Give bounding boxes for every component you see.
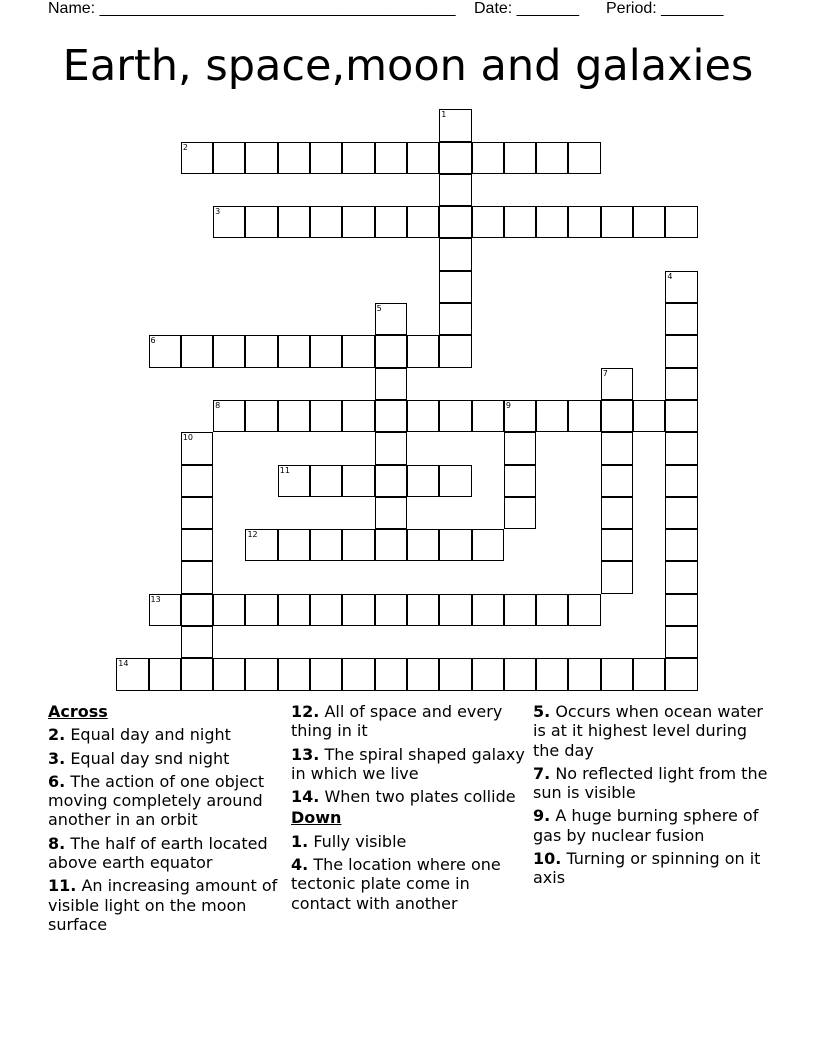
grid-cell[interactable] (407, 400, 439, 432)
clue-text: The location where one tectonic plate come in contact with another (291, 855, 501, 913)
grid-cell[interactable] (213, 594, 245, 626)
grid-cell[interactable] (665, 594, 697, 626)
grid-cell[interactable] (181, 432, 213, 464)
clue-number: 9. (533, 806, 551, 826)
grid-cell[interactable] (213, 335, 245, 367)
grid-cell[interactable] (181, 335, 213, 367)
grid-cell[interactable] (439, 658, 471, 690)
grid-cell[interactable] (472, 400, 504, 432)
grid-cell[interactable] (601, 368, 633, 400)
clues-column-2 (291, 702, 526, 917)
grid-cell[interactable] (633, 400, 665, 432)
grid-cell[interactable] (504, 497, 536, 529)
grid-cell[interactable] (310, 465, 342, 497)
clue (291, 787, 526, 806)
grid-cell[interactable] (342, 658, 374, 690)
clue-number-label: 2 (182, 142, 188, 152)
clue (533, 849, 773, 888)
clue (533, 764, 773, 803)
grid-cell[interactable] (181, 594, 213, 626)
clue (48, 834, 283, 873)
grid-cell[interactable] (665, 432, 697, 464)
grid-cell[interactable] (601, 465, 633, 497)
grid-cell[interactable] (439, 594, 471, 626)
grid-cell[interactable] (375, 400, 407, 432)
grid-cell[interactable] (181, 465, 213, 497)
grid-cell[interactable] (504, 206, 536, 238)
clue-number: 8. (48, 833, 66, 853)
grid-cell[interactable] (375, 497, 407, 529)
clue-text: The half of earth located above earth equator (48, 833, 268, 873)
grid-cell[interactable] (536, 594, 568, 626)
grid-cell[interactable] (472, 658, 504, 690)
grid-cell[interactable] (439, 206, 471, 238)
grid-cell[interactable] (310, 529, 342, 561)
period-field[interactable]: Period: _______ (606, 0, 724, 17)
grid-cell[interactable] (665, 368, 697, 400)
clue-number-label: 11 (279, 465, 290, 475)
grid-cell[interactable] (310, 594, 342, 626)
clue-text: Turning or spinning on it axis (533, 849, 761, 888)
grid-cell[interactable] (472, 206, 504, 238)
grid-cell[interactable] (665, 335, 697, 367)
grid-cell[interactable] (439, 529, 471, 561)
grid-cell[interactable] (601, 497, 633, 529)
grid-cell[interactable] (665, 400, 697, 432)
grid-cell[interactable] (181, 561, 213, 593)
grid-cell[interactable] (568, 658, 600, 690)
grid-cell[interactable] (665, 206, 697, 238)
grid-cell[interactable] (278, 529, 310, 561)
clue-text: A huge burning sphere of gas by nuclear fusion (533, 806, 759, 845)
grid-cell[interactable] (601, 206, 633, 238)
clue-number: 12. (291, 702, 320, 721)
grid-cell[interactable] (568, 206, 600, 238)
grid-cell[interactable] (245, 335, 277, 367)
grid-cell[interactable] (665, 561, 697, 593)
grid-cell[interactable] (407, 594, 439, 626)
grid-cell[interactable] (407, 465, 439, 497)
clue-number-label: 13 (150, 594, 161, 604)
grid-cell[interactable] (504, 465, 536, 497)
grid-cell[interactable] (342, 142, 374, 174)
grid-cell[interactable] (245, 594, 277, 626)
clue (48, 876, 283, 934)
grid-cell[interactable] (375, 206, 407, 238)
grid-cell[interactable] (342, 465, 374, 497)
grid-cell[interactable] (407, 529, 439, 561)
clue-text: Occurs when ocean water is at it highest level during the day (533, 702, 763, 760)
grid-cell[interactable] (310, 400, 342, 432)
clue-text: Fully visible (313, 831, 407, 851)
grid-cell[interactable] (665, 271, 697, 303)
clue-text: When two plates collide (324, 787, 516, 807)
grid-cell[interactable] (181, 142, 213, 174)
grid-cell[interactable] (181, 658, 213, 690)
clue-number: 4. (291, 855, 309, 875)
grid-cell[interactable] (181, 529, 213, 561)
grid-cell[interactable] (213, 206, 245, 238)
grid-cell[interactable] (213, 658, 245, 690)
grid-cell[interactable] (568, 400, 600, 432)
grid-cell[interactable] (601, 561, 633, 593)
clue (291, 832, 526, 851)
grid-cell[interactable] (504, 594, 536, 626)
grid-cell[interactable] (245, 206, 277, 238)
clue-number-label: 8 (215, 400, 221, 410)
clue-number-label: 6 (150, 336, 156, 346)
clue (291, 745, 526, 784)
clue-text: All of space and every thing in it (291, 702, 503, 741)
grid-cell[interactable] (375, 594, 407, 626)
grid-cell[interactable] (278, 206, 310, 238)
grid-cell[interactable] (504, 400, 536, 432)
clue (533, 806, 773, 845)
clue-number: 11. (48, 876, 77, 896)
clues-column-1 (48, 702, 283, 938)
grid-cell[interactable] (375, 465, 407, 497)
grid-cell[interactable] (149, 658, 181, 690)
grid-cell[interactable] (181, 626, 213, 658)
clue-text: Equal day and night (70, 725, 231, 745)
grid-cell[interactable] (439, 174, 471, 206)
grid-cell[interactable] (665, 529, 697, 561)
grid-cell[interactable] (633, 206, 665, 238)
grid-cell[interactable] (439, 303, 471, 335)
clue-number: 2. (48, 725, 66, 745)
grid-cell[interactable] (439, 335, 471, 367)
grid-cell[interactable] (472, 529, 504, 561)
clue-number-label: 1 (441, 110, 447, 120)
grid-cell[interactable] (245, 400, 277, 432)
clue-text: An increasing amount of visible light on the moon surface (48, 876, 278, 934)
clue-number: 5. (533, 702, 551, 721)
grid-cell[interactable] (407, 658, 439, 690)
grid-cell[interactable] (665, 626, 697, 658)
grid-cell[interactable] (601, 658, 633, 690)
grid-cell[interactable] (278, 594, 310, 626)
clue-number: 14. (291, 787, 320, 807)
clue-number-label: 10 (182, 433, 194, 443)
clue-text: The action of one object moving completely around another in an orbit (48, 771, 265, 830)
grid-cell[interactable] (213, 400, 245, 432)
name-field[interactable]: Name: ________________________________________ (48, 0, 456, 17)
down-heading: Down (291, 808, 342, 828)
clue (48, 772, 283, 830)
clue (533, 702, 773, 760)
across-heading: Across (48, 702, 108, 721)
grid-cell[interactable] (278, 400, 310, 432)
grid-cell[interactable] (536, 658, 568, 690)
grid-cell[interactable] (665, 497, 697, 529)
grid-cell[interactable] (665, 303, 697, 335)
page-title: Earth, space,moon and galaxies (62, 41, 754, 91)
clue-number: 13. (291, 744, 320, 764)
grid-cell[interactable] (439, 142, 471, 174)
clue-text: No reflected light from the sun is visible (533, 763, 768, 803)
grid-cell[interactable] (568, 594, 600, 626)
grid-cell[interactable] (439, 271, 471, 303)
grid-cell[interactable] (439, 109, 471, 141)
grid-cell[interactable] (472, 142, 504, 174)
grid-cell[interactable] (310, 206, 342, 238)
grid-cell[interactable] (407, 206, 439, 238)
grid-cell[interactable] (116, 658, 148, 690)
clue-number: 10. (533, 849, 562, 869)
grid-cell[interactable] (245, 529, 277, 561)
grid-cell[interactable] (601, 529, 633, 561)
clue-text: Equal day snd night (70, 748, 230, 768)
grid-cell[interactable] (407, 335, 439, 367)
clue-number: 6. (48, 771, 66, 791)
grid-cell[interactable] (278, 335, 310, 367)
grid-cell[interactable] (439, 465, 471, 497)
grid-cell[interactable] (342, 206, 374, 238)
grid-cell[interactable] (439, 238, 471, 270)
grid-cell[interactable] (504, 432, 536, 464)
clue-number-label: 4 (667, 271, 673, 281)
clue-number-label: 7 (602, 368, 608, 378)
grid-cell[interactable] (504, 142, 536, 174)
grid-cell[interactable] (407, 142, 439, 174)
clue (48, 749, 283, 768)
grid-cell[interactable] (213, 142, 245, 174)
grid-cell[interactable] (375, 658, 407, 690)
grid-cell[interactable] (601, 400, 633, 432)
date-field[interactable]: Date: _______ (474, 0, 579, 17)
grid-cell[interactable] (310, 335, 342, 367)
grid-cell[interactable] (181, 497, 213, 529)
clue-text: The spiral shaped galaxy in which we live (291, 744, 525, 783)
clue (291, 702, 526, 741)
clue-number-label: 9 (505, 400, 511, 410)
grid-cell[interactable] (342, 529, 374, 561)
grid-cell[interactable] (536, 206, 568, 238)
grid-cell[interactable] (245, 142, 277, 174)
grid-cell[interactable] (375, 303, 407, 335)
grid-cell[interactable] (568, 142, 600, 174)
clue (48, 725, 283, 744)
clue-number-label: 5 (376, 304, 382, 314)
grid-cell[interactable] (601, 432, 633, 464)
clue (291, 855, 526, 913)
grid-cell[interactable] (245, 658, 277, 690)
grid-cell[interactable] (375, 368, 407, 400)
clue-number-label: 12 (247, 530, 258, 540)
grid-cell[interactable] (342, 400, 374, 432)
grid-cell[interactable] (342, 594, 374, 626)
grid-cell[interactable] (278, 465, 310, 497)
grid-cell[interactable] (310, 142, 342, 174)
clue-number: 3. (48, 748, 66, 768)
clue-number-label: 14 (118, 659, 129, 669)
grid-cell[interactable] (342, 335, 374, 367)
grid-cell[interactable] (310, 658, 342, 690)
grid-cell[interactable] (536, 142, 568, 174)
grid-cell[interactable] (278, 142, 310, 174)
grid-cell[interactable] (375, 142, 407, 174)
grid-cell[interactable] (633, 658, 665, 690)
grid-cell[interactable] (149, 594, 181, 626)
grid-cell[interactable] (536, 400, 568, 432)
grid-cell[interactable] (375, 432, 407, 464)
grid-cell[interactable] (504, 658, 536, 690)
grid-cell[interactable] (665, 465, 697, 497)
grid-cell[interactable] (278, 658, 310, 690)
grid-cell[interactable] (665, 658, 697, 690)
grid-cell[interactable] (149, 335, 181, 367)
clue-number-label: 3 (215, 207, 221, 217)
grid-cell[interactable] (375, 529, 407, 561)
clue-number: 7. (533, 763, 551, 783)
grid-cell[interactable] (472, 594, 504, 626)
clues-column-3 (533, 702, 773, 892)
clue-number: 1. (291, 831, 309, 851)
grid-cell[interactable] (375, 335, 407, 367)
grid-cell[interactable] (439, 400, 471, 432)
